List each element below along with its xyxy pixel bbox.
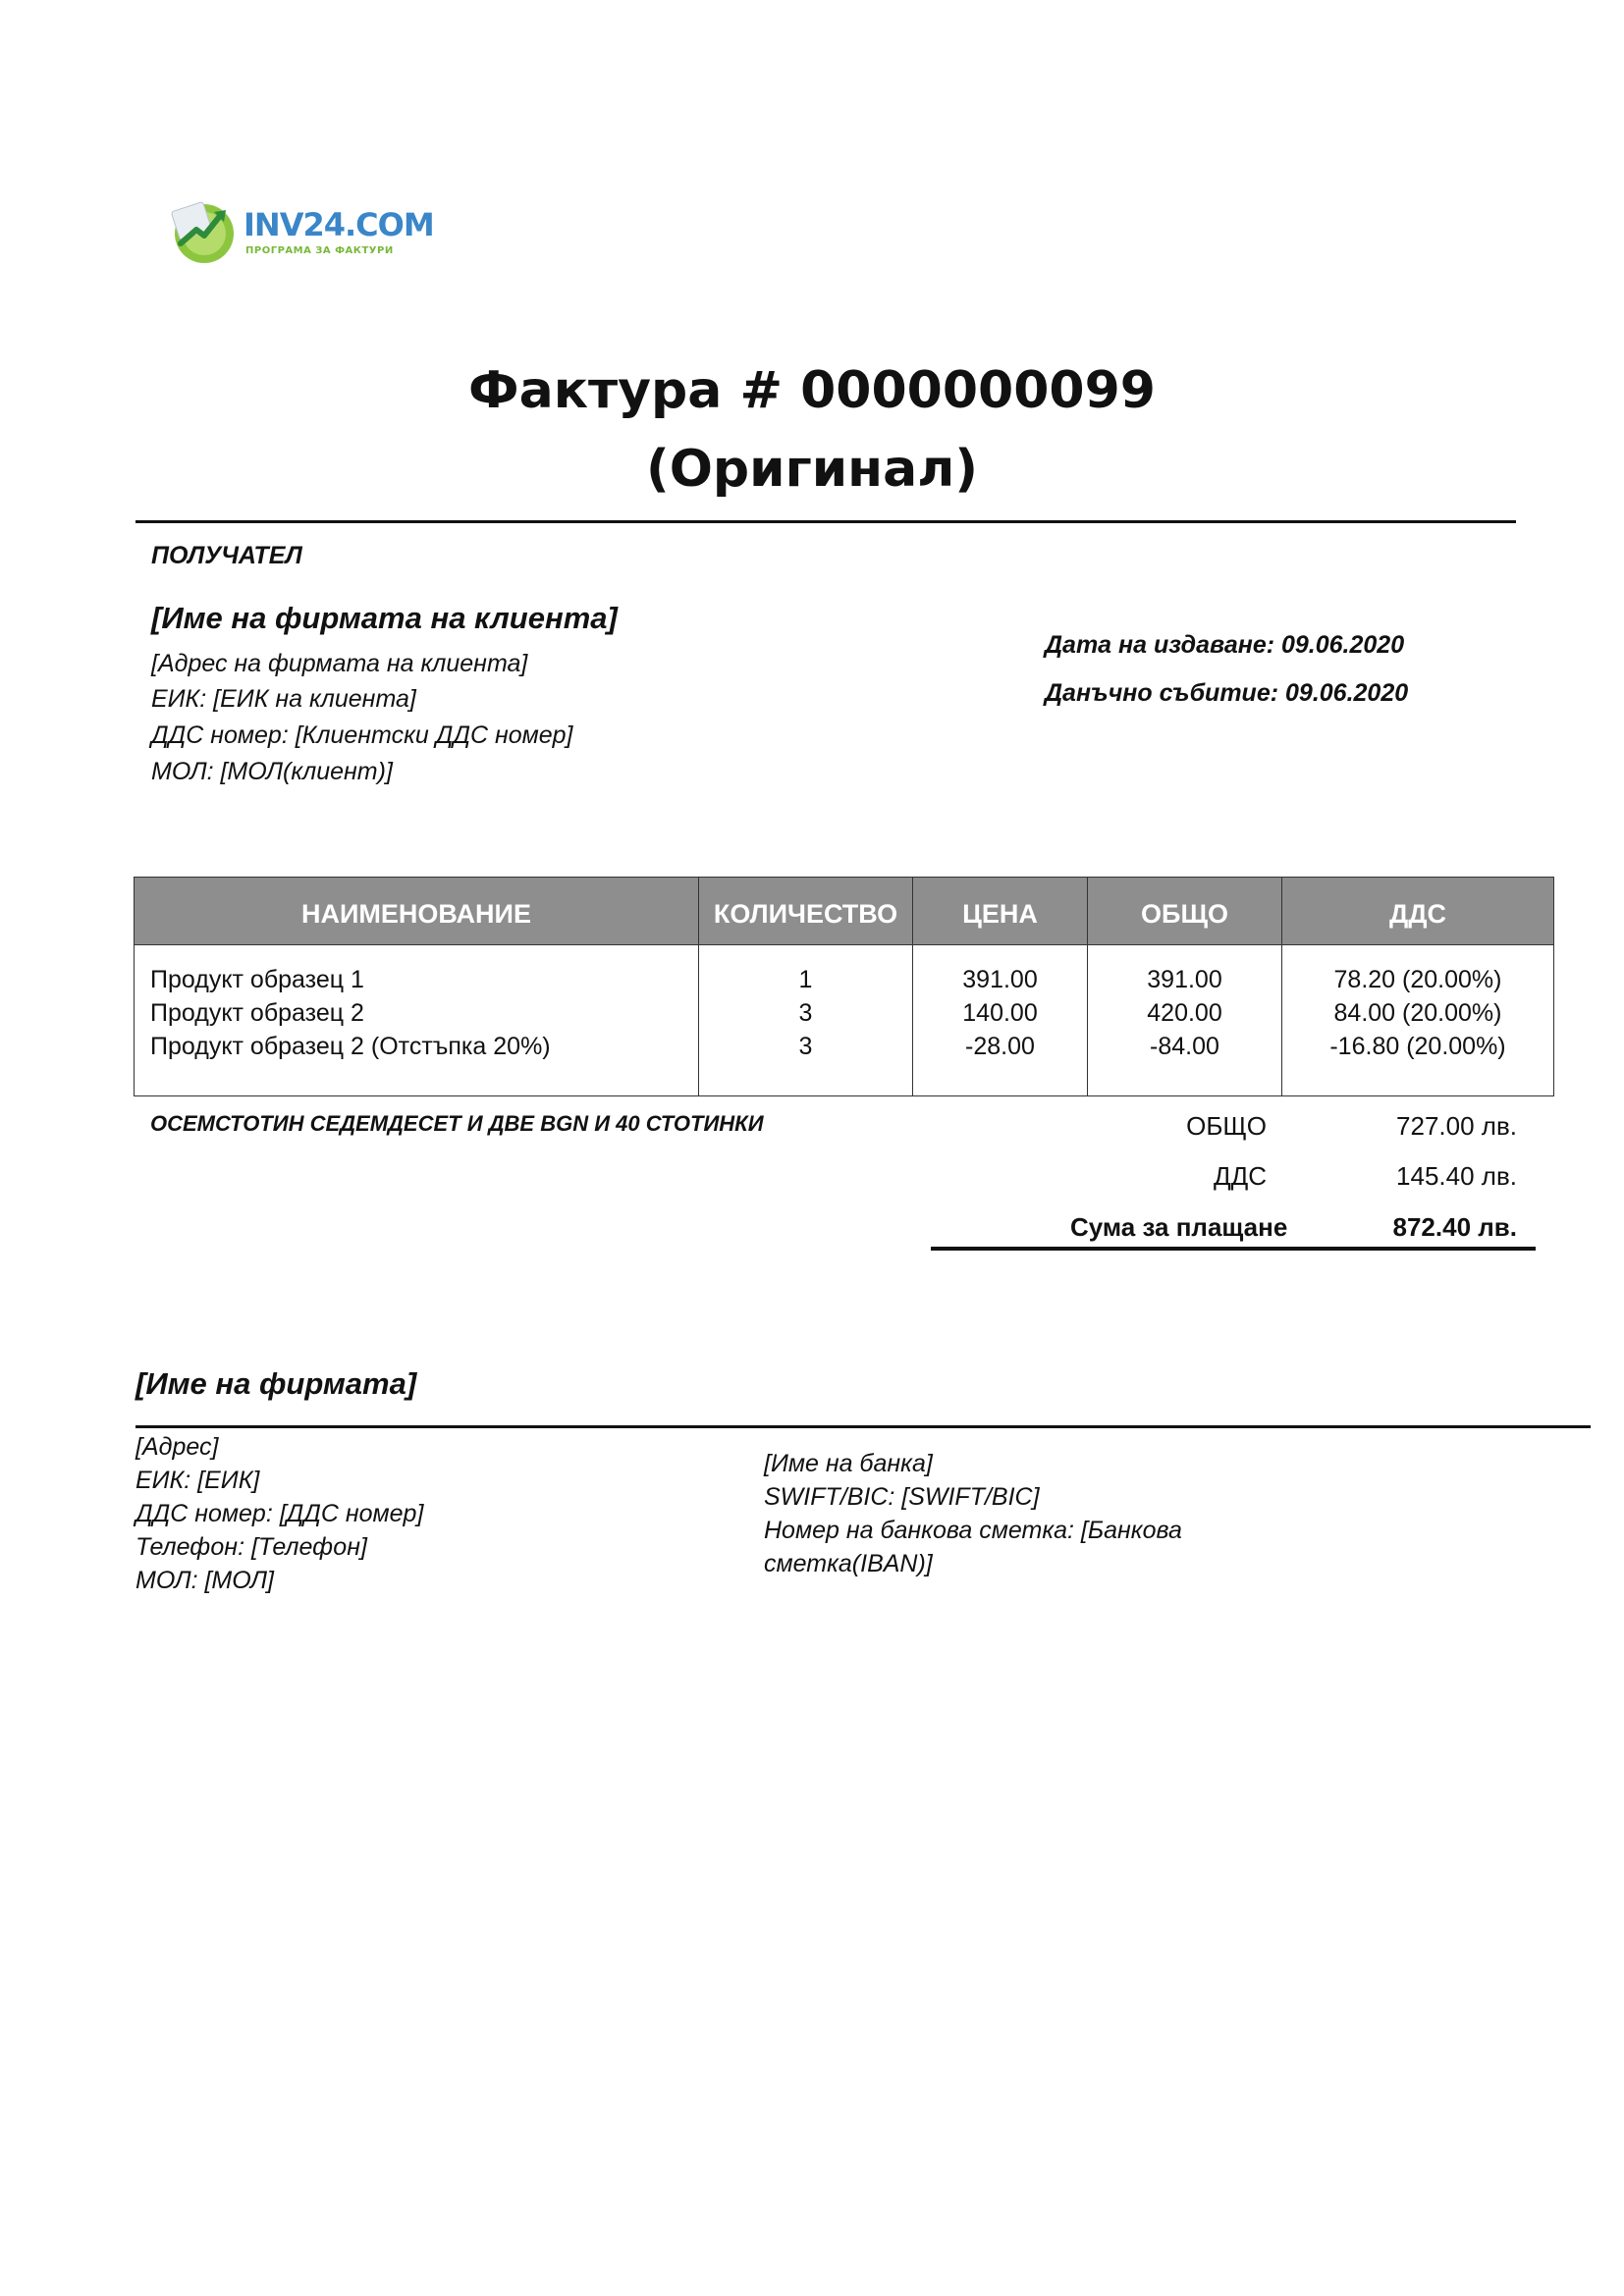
table-body: [135, 945, 1554, 1096]
item-quantity: 3: [798, 1033, 813, 1060]
recipient-vat: ДДС номер: [Клиентски ДДС номер]: [151, 721, 573, 749]
issue-date: Дата на издаване: 09.06.2020: [1045, 631, 1405, 659]
issuer-mol: МОЛ: [МОЛ]: [135, 1567, 274, 1594]
bank-account-line2: сметка(IBAN)]: [764, 1550, 933, 1577]
vat-column: [1282, 945, 1554, 1096]
item-total: 391.00: [1147, 966, 1222, 993]
item-name: Продукт образец 1: [150, 966, 364, 993]
amount-in-words: ОСЕМСТОТИН СЕДЕМДЕСЕТ И ДВЕ BGN И 40 СТОТИНКИ: [150, 1111, 764, 1136]
issuer-vat: ДДС номер: [ДДС номер]: [135, 1500, 424, 1527]
recipient-address: [Адрес на фирмата на клиента]: [151, 650, 528, 677]
logo-icon: [167, 194, 242, 269]
column-header-price: ЦЕНА: [913, 878, 1088, 945]
logo-brand: INV24.COM: [244, 206, 434, 243]
invoice-title: Фактура # 0000000099: [468, 361, 1156, 420]
name-column: [135, 945, 699, 1096]
bank-account-line1: Номер на банкова сметка: [Банкова: [764, 1517, 1182, 1544]
item-total: -84.00: [1150, 1033, 1219, 1060]
item-name: Продукт образец 2 (Отстъпка 20%): [150, 1033, 551, 1060]
item-vat: 84.00 (20.00%): [1333, 999, 1502, 1027]
total-label: ОБЩО: [1186, 1111, 1267, 1141]
amount-due-value: 872.40 лв.: [1392, 1212, 1517, 1242]
item-quantity: 3: [798, 999, 813, 1027]
totals-divider: [931, 1247, 1536, 1251]
logo-tagline: ПРОГРАМА ЗА ФАКТУРИ: [245, 245, 394, 256]
title-divider: [135, 520, 1516, 523]
recipient-eik: ЕИК: [ЕИК на клиента]: [151, 685, 416, 713]
company-logo: [167, 194, 434, 273]
bank-swift: SWIFT/BIC: [SWIFT/BIC]: [764, 1483, 1040, 1511]
issuer-divider: [135, 1425, 1591, 1428]
column-header-vat: ДДС: [1282, 878, 1554, 945]
vat-total-label: ДДС: [1214, 1161, 1267, 1191]
item-quantity: 1: [798, 966, 813, 993]
recipient-name: [Име на фирмата на клиента]: [151, 601, 618, 635]
issuer-address: [Адрес]: [135, 1433, 219, 1461]
item-price: -28.00: [965, 1033, 1035, 1060]
total-column: [1088, 945, 1282, 1096]
items-table: [134, 877, 1554, 1096]
table-header-row: [135, 878, 1554, 945]
issuer-name: [Име на фирмата]: [135, 1366, 417, 1401]
quantity-column: [699, 945, 913, 1096]
column-header-quantity: КОЛИЧЕСТВО: [699, 878, 913, 945]
item-price: 140.00: [962, 999, 1038, 1027]
tax-event-date: Данъчно събитие: 09.06.2020: [1045, 679, 1409, 707]
column-header-name: НАИМЕНОВАНИЕ: [135, 878, 699, 945]
item-vat: 78.20 (20.00%): [1333, 966, 1502, 993]
item-name: Продукт образец 2: [150, 999, 364, 1027]
item-total: 420.00: [1147, 999, 1222, 1027]
issuer-phone: Телефон: [Телефон]: [135, 1533, 367, 1561]
amount-due-label: Сума за плащане: [1070, 1212, 1288, 1242]
item-price: 391.00: [962, 966, 1038, 993]
price-column: [913, 945, 1088, 1096]
total-value: 727.00 лв.: [1396, 1111, 1517, 1141]
invoice-copy-type: (Оригинал): [645, 440, 979, 499]
issuer-eik: ЕИК: [ЕИК]: [135, 1467, 260, 1494]
vat-total-value: 145.40 лв.: [1396, 1161, 1517, 1191]
recipient-mol: МОЛ: [МОЛ(клиент)]: [151, 758, 393, 785]
recipient-label: ПОЛУЧАТЕЛ: [151, 542, 302, 569]
bank-name: [Име на банка]: [764, 1450, 933, 1477]
item-vat: -16.80 (20.00%): [1329, 1033, 1506, 1060]
column-header-total: ОБЩО: [1088, 878, 1282, 945]
